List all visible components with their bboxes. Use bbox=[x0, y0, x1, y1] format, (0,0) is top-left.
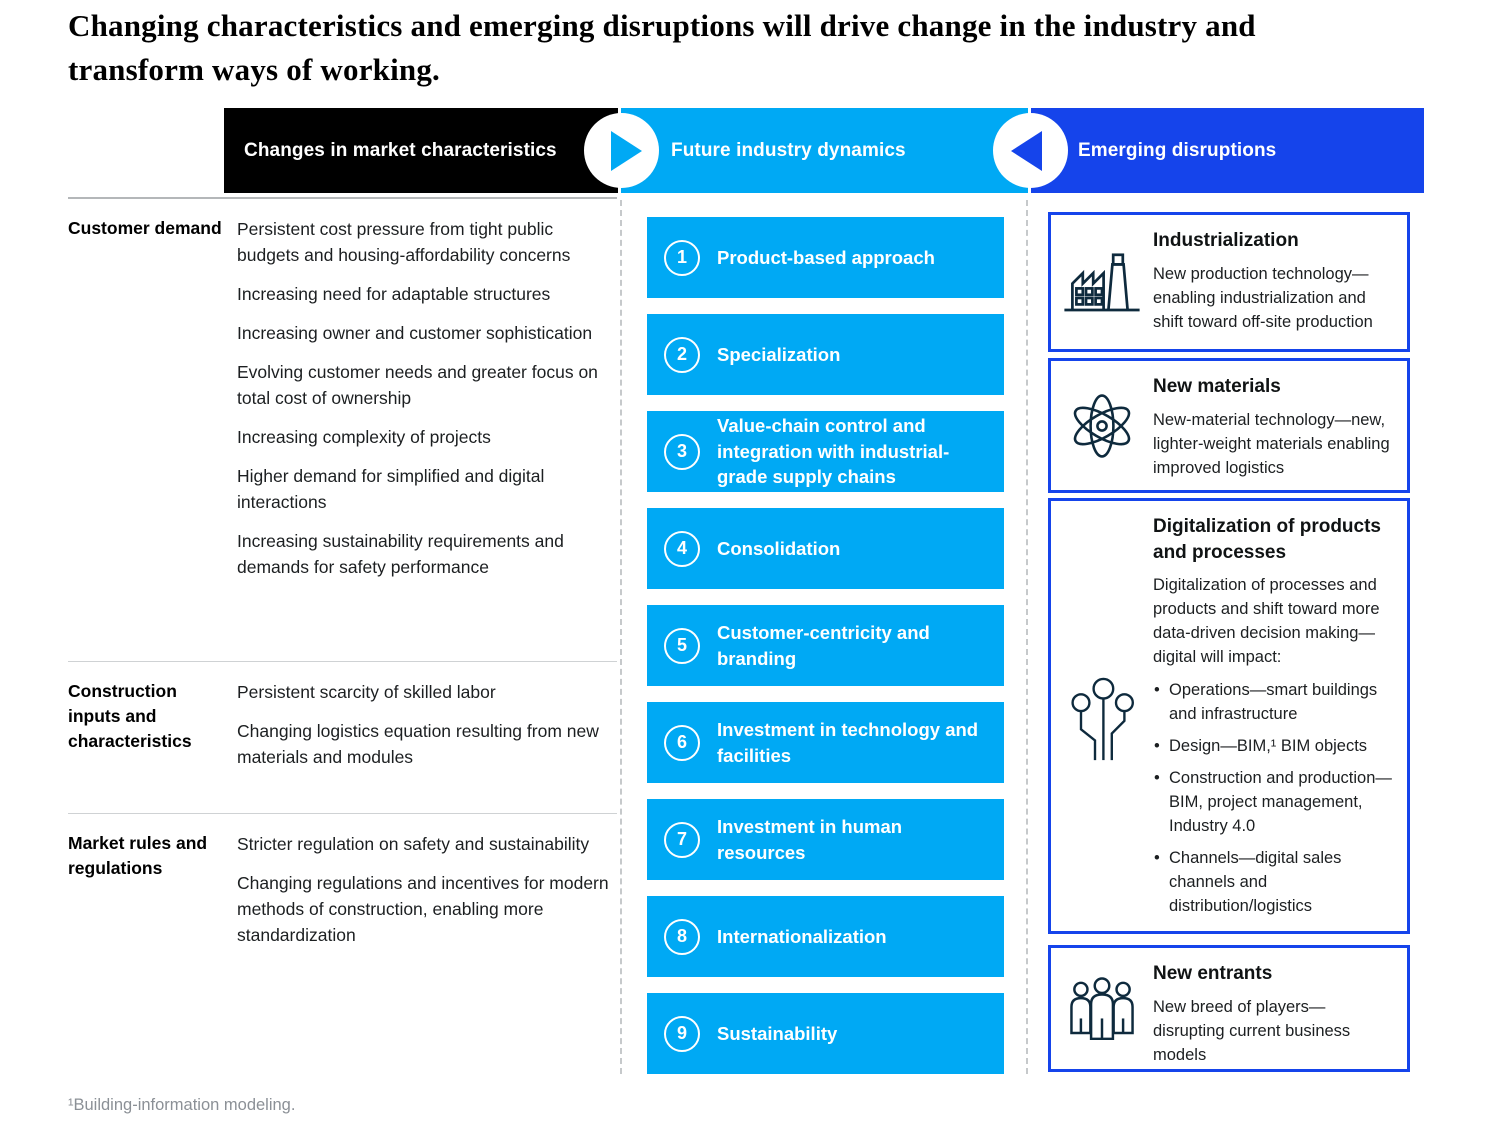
dynamic-label: Sustainability bbox=[717, 1022, 838, 1044]
dynamic-label: Specialization bbox=[717, 343, 841, 365]
bullet-item: • Channels—digital sales channels and distribution/logistics bbox=[1153, 846, 1395, 918]
list-item: Persistent cost pressure from tight public budgets and housing-affordability concerns bbox=[237, 219, 571, 265]
number-badge: 7 bbox=[664, 822, 700, 858]
emerging-disruptions-column bbox=[1048, 212, 1410, 1078]
section-label: Construction inputs and characteristics bbox=[68, 681, 192, 751]
list-item: Higher demand for simplified and digital interactions bbox=[237, 466, 545, 512]
section-items bbox=[237, 831, 617, 961]
list-item: Evolving customer needs and greater focus on total cost of ownership bbox=[237, 362, 598, 408]
factory-icon bbox=[1051, 215, 1153, 349]
section-market-rules bbox=[68, 813, 617, 969]
dynamic-investment-technology bbox=[647, 702, 1004, 783]
card-body: New breed of players—disrupting current business models bbox=[1153, 997, 1351, 1064]
section-label: Market rules and regulations bbox=[68, 833, 208, 878]
card-body: New production technology—enabling industrialization and shift toward off-site production bbox=[1153, 264, 1373, 331]
card-title: Digitalization of products and processes bbox=[1153, 516, 1381, 563]
card-body: New-material technology—new, lighter-weight materials enabling improved logistics bbox=[1153, 410, 1390, 477]
number-badge: 1 bbox=[664, 240, 700, 276]
number-badge: 4 bbox=[664, 531, 700, 567]
arrow-right-triangle bbox=[611, 131, 642, 171]
arrow-left-triangle bbox=[1011, 131, 1042, 171]
header-market-label: Changes in market characteristics bbox=[244, 139, 557, 161]
list-item: Stricter regulation on safety and sustainability bbox=[237, 834, 590, 854]
card-text bbox=[1153, 361, 1407, 490]
card-new-materials bbox=[1048, 358, 1410, 493]
arrow-right-icon bbox=[584, 113, 659, 188]
dynamic-label: Customer-centricity and branding bbox=[717, 621, 930, 669]
list-item: Persistent scarcity of skilled labor bbox=[237, 682, 496, 702]
list-item: Increasing sustainability requirements and demands for safety performance bbox=[237, 531, 564, 577]
header-dynamics-label: Future industry dynamics bbox=[671, 139, 906, 161]
circuit-icon bbox=[1051, 501, 1153, 931]
card-industrialization bbox=[1048, 212, 1410, 352]
dynamic-label: Investment in human resources bbox=[717, 815, 903, 863]
dynamic-consolidation bbox=[647, 508, 1004, 589]
card-title: New entrants bbox=[1153, 963, 1273, 984]
dynamic-specialization bbox=[647, 314, 1004, 395]
section-construction-inputs bbox=[68, 661, 617, 813]
number-badge: 5 bbox=[664, 628, 700, 664]
bullet-item: • Operations—smart buildings and infrastructure bbox=[1153, 678, 1395, 726]
bullet-item: • Construction and production—BIM, project management, Industry 4.0 bbox=[1153, 766, 1395, 838]
card-text bbox=[1153, 948, 1407, 1069]
card-digitalization bbox=[1048, 498, 1410, 934]
dynamic-label: Product-based approach bbox=[717, 246, 935, 268]
dynamic-internationalization bbox=[647, 896, 1004, 977]
dynamic-investment-human-resources bbox=[647, 799, 1004, 880]
number-badge: 6 bbox=[664, 725, 700, 761]
market-characteristics-column bbox=[68, 197, 617, 969]
list-item: Increasing complexity of projects bbox=[237, 427, 491, 447]
header-industry-dynamics bbox=[621, 108, 1028, 193]
list-item: Increasing need for adaptable structures bbox=[237, 284, 551, 304]
number-badge: 3 bbox=[664, 434, 700, 470]
section-items bbox=[237, 216, 617, 653]
industry-dynamics-column bbox=[620, 200, 1028, 1074]
card-title: Industrialization bbox=[1153, 230, 1299, 251]
list-item: Changing regulations and incentives for modern methods of construction, enabling more standardization bbox=[237, 873, 609, 945]
people-icon bbox=[1051, 948, 1153, 1069]
card-bullet-list bbox=[1153, 678, 1395, 918]
list-item: Changing logistics equation resulting from new materials and modules bbox=[237, 721, 599, 767]
atom-icon bbox=[1051, 361, 1153, 490]
dynamic-label: Internationalization bbox=[717, 925, 887, 947]
page-title: Changing characteristics and emerging disruptions will drive change in the industry and transform ways of working. bbox=[68, 8, 1256, 88]
section-customer-demand bbox=[68, 199, 617, 661]
header-market-characteristics bbox=[224, 108, 618, 193]
number-badge: 9 bbox=[664, 1016, 700, 1052]
bullet-item: • Design—BIM,¹ BIM objects bbox=[1153, 734, 1395, 758]
dynamic-value-chain-control bbox=[647, 411, 1004, 492]
number-badge: 2 bbox=[664, 337, 700, 373]
card-title: New materials bbox=[1153, 376, 1281, 397]
header-disruptions-label: Emerging disruptions bbox=[1078, 139, 1277, 161]
number-badge: 8 bbox=[664, 919, 700, 955]
dynamic-customer-centricity bbox=[647, 605, 1004, 686]
dynamic-product-based-approach bbox=[647, 217, 1004, 298]
dynamic-label: Consolidation bbox=[717, 537, 841, 559]
card-body: Digitalization of processes and products and shift toward more data-driven decision making—digital will impact: bbox=[1153, 576, 1380, 667]
list-item: Increasing owner and customer sophistication bbox=[237, 323, 593, 343]
section-items bbox=[237, 679, 617, 805]
section-label: Customer demand bbox=[68, 218, 222, 238]
dynamic-label: Investment in technology and facilities bbox=[717, 718, 979, 766]
dynamic-sustainability bbox=[647, 993, 1004, 1074]
card-text bbox=[1153, 215, 1407, 349]
footnote: ¹Building-information modeling. bbox=[68, 1096, 296, 1114]
arrow-left-icon bbox=[993, 113, 1068, 188]
card-text bbox=[1153, 501, 1407, 931]
dynamic-label: Value-chain control and integration with industrial-grade supply chains bbox=[717, 415, 950, 488]
card-new-entrants bbox=[1048, 945, 1410, 1072]
header-emerging-disruptions bbox=[1031, 108, 1424, 193]
